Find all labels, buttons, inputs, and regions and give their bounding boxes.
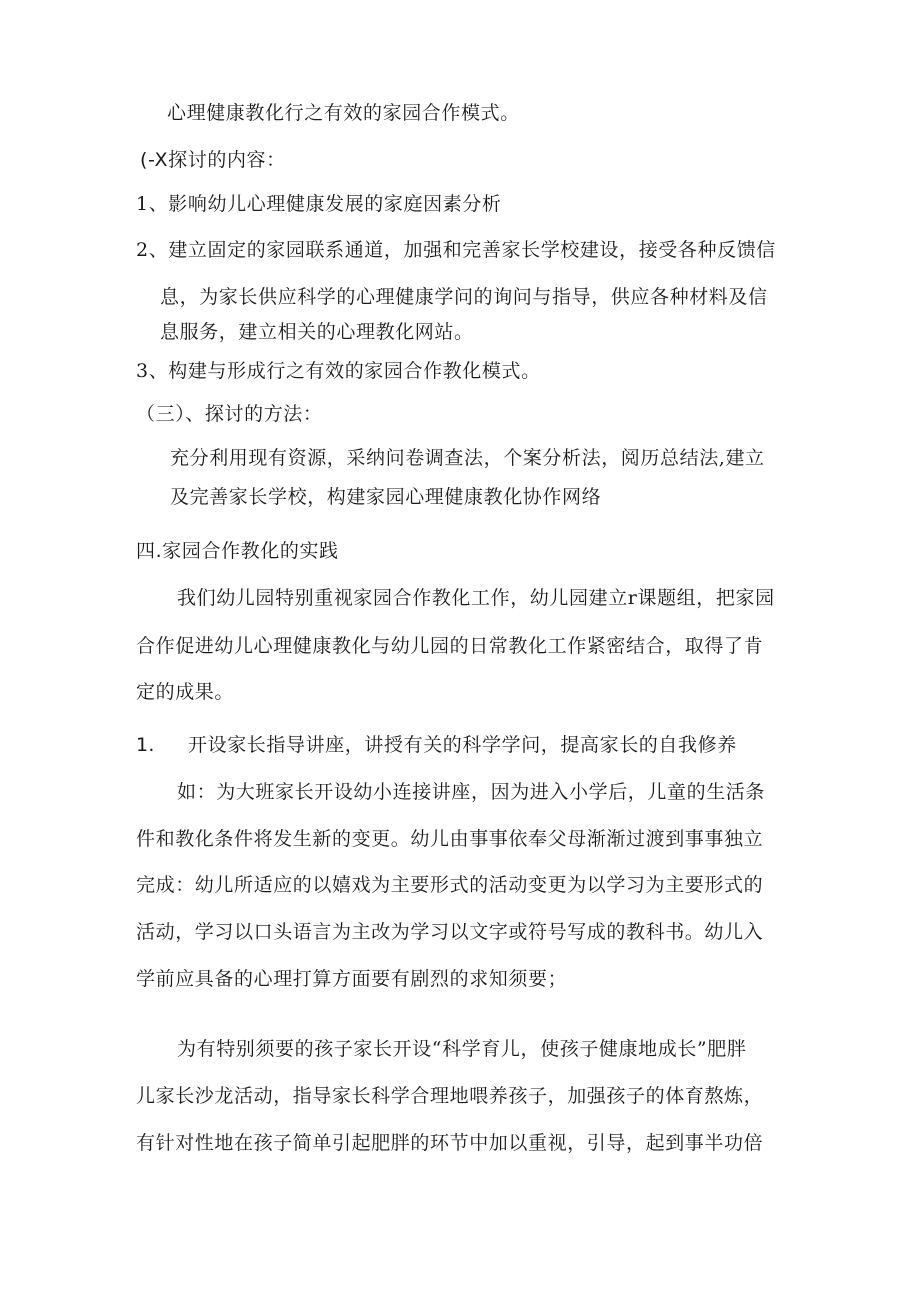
text-line: 充分利用现有资源，采纳问卷调查法，个案分析法，阅历总结法,建立 [170,447,765,469]
paragraph-line: 合作促进幼儿心理健康教化与幼儿园的日常教化工作紧密结合，取得了肯 [136,635,764,657]
list-item: 3、构建与形成行之有效的家园合作教化模式。 [136,360,541,382]
paragraph-line: 件和教化条件将发生新的变更。幼儿由事事依奉父母渐渐过渡到事事独立 [136,828,764,850]
subsection-heading: 开设家长指导讲座，讲授有关的科学学问，提高家长的自我修养 [188,734,737,756]
list-item: 2、建立固定的家园联系通道，加强和完善家长学校建设，接受各种反馈信 [136,239,776,261]
paragraph-line: 活动，学习以口头语言为主改为学习以文字或符号写成的教科书。幼儿入 [136,921,764,943]
list-item: 1、影响幼儿心理健康发展的家庭因素分析 [136,193,502,215]
paragraph-line: 有针对性地在孩子简单引起肥胖的环节中加以重视，引导，起到事半功倍 [136,1132,764,1154]
paragraph-line: 我们幼儿园特别重视家园合作教化工作，幼儿园建立r课题组，把家园 [177,587,775,609]
section-heading: (-X探讨的内容： [140,149,286,171]
section-heading: 四.家园合作教化的实践 [136,540,339,562]
text-line: 息，为家长供应科学的心理健康学问的询问与指导，供应各种材料及信 [160,286,768,308]
text-line: 心理健康教化行之有效的家园合作模式。 [167,102,520,124]
paragraph-line: 为有特别须要的孩子家长开设“科学育儿，使孩子健康地成长”肥胖 [177,1038,747,1060]
section-heading: （三）、探讨的方法： [136,403,323,425]
paragraph-line: 儿家长沙龙活动，指导家长科学合理地喂养孩子，加强孩子的体育熬炼， [136,1085,764,1107]
paragraph-line: 完成：幼儿所适应的以嬉戏为主要形式的活动变更为以学习为主要形式的 [136,874,764,896]
paragraph-line: 定的成果。 [136,681,235,703]
paragraph-line: 学前应具备的心理打算方面要有剧烈的求知须要； [136,968,568,990]
list-number: 1. [136,734,155,756]
text-line: 息服务，建立相关的心理教化网站。 [160,321,474,343]
paragraph-line: 如：为大班家长开设幼小连接讲座，因为进入小学后，儿童的生活条 [177,781,766,803]
text-line: 及完善家长学校，构建家园心理健康教化协作网络 [170,486,602,508]
